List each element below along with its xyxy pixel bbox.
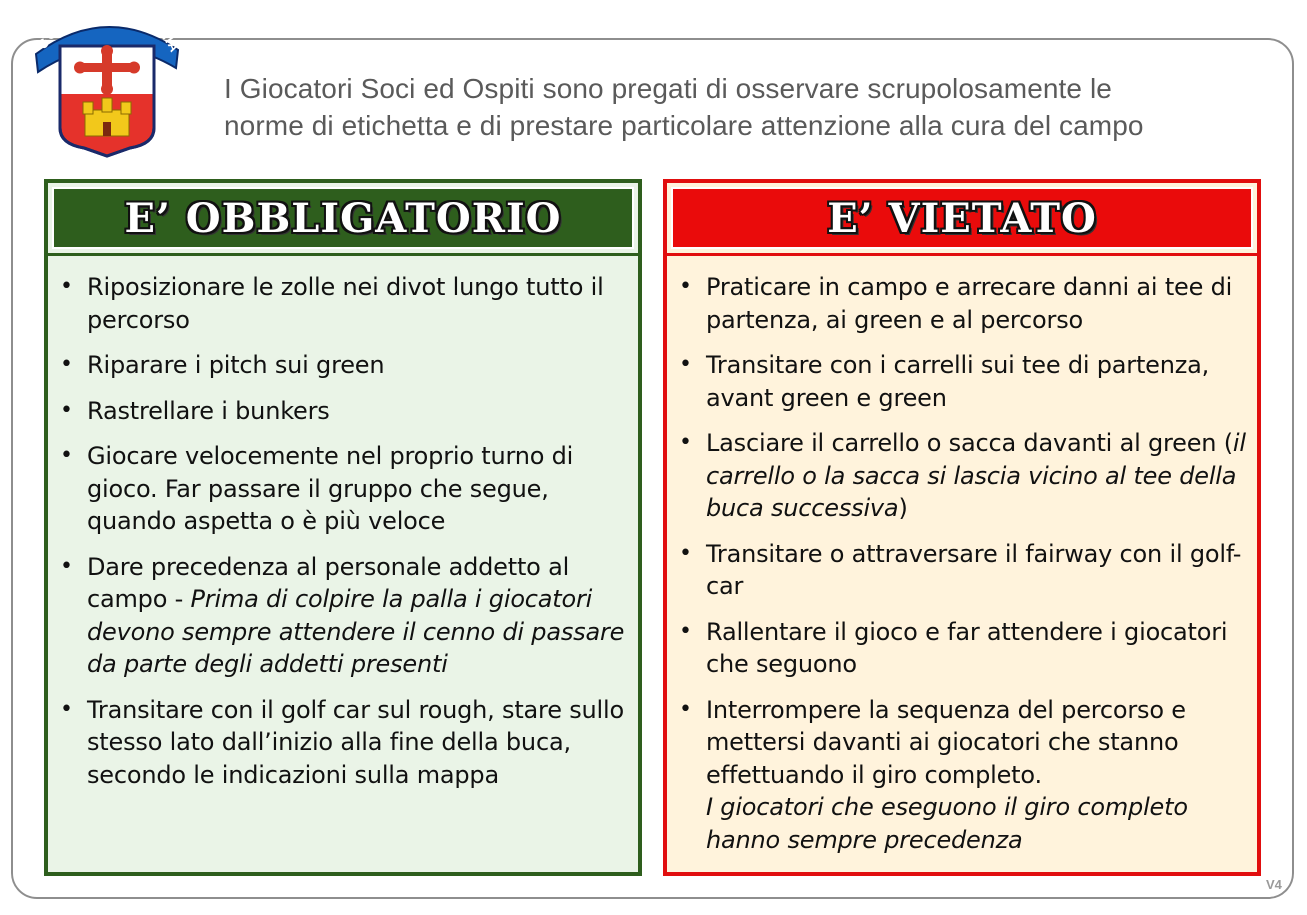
item-text: Transitare o attraversare il fairway con il golf-car <box>706 539 1242 600</box>
item-text: Rallentare il gioco e far attendere i giocatori che seguono <box>706 617 1228 678</box>
obbligatorio-title: E’ OBBLIGATORIO <box>124 194 562 242</box>
bullet-icon: • <box>60 696 73 722</box>
bullet-icon: • <box>60 274 73 299</box>
item-italic-text: I giocatori che eseguono il giro completo hanno sempre precedenza <box>706 793 1188 854</box>
obbligatorio-item <box>58 551 632 681</box>
obbligatorio-panel <box>44 179 642 876</box>
item-text: Riparare i pitch sui green <box>87 351 385 379</box>
intro-line-2: norme di etichetta e di prestare particolare attenzione alla cura del campo <box>224 110 1144 141</box>
obbligatorio-header <box>52 187 634 249</box>
vietato-item <box>677 694 1251 857</box>
item-text: Rastrellare i bunkers <box>87 396 330 425</box>
bullet-icon: • <box>679 696 692 722</box>
bullet-icon: • <box>679 540 692 566</box>
item-text: Riposizionare le zolle nei divot lungo tutto il percorso <box>87 273 604 334</box>
vietato-item <box>677 271 1251 336</box>
item-text: Giocare velocemente nel proprio turno di gioco. Far passare il gruppo che segue, quando aspetta o è più veloce <box>87 442 574 535</box>
obbligatorio-list <box>58 271 632 804</box>
bullet-icon: • <box>679 274 692 299</box>
vietato-header <box>671 187 1253 249</box>
bullet-icon: • <box>60 352 73 377</box>
item-text-end: ) <box>898 494 908 522</box>
item-text: Transitare con il golf car sul rough, stare sullo stesso lato dall’inizio alla fine della buca, secondo le indicazioni sulla mappa <box>87 695 624 789</box>
obbligatorio-item <box>58 271 632 336</box>
item-text: Dare precedenza al personale addetto al campo - <box>87 552 570 613</box>
golf-club-logo <box>30 10 182 160</box>
bullet-icon: • <box>679 430 692 455</box>
vietato-title: E’ VIETATO <box>827 194 1097 242</box>
item-text: Transitare con i carrelli sui tee di partenza, avant green e green <box>706 351 1210 412</box>
vietato-panel <box>663 179 1261 876</box>
item-text: Interrompere la sequenza del percorso e mettersi davanti ai giocatori che stanno effettuando il giro completo. <box>706 695 1186 789</box>
obbligatorio-item <box>58 694 632 792</box>
bullet-icon: • <box>60 553 73 579</box>
vietato-item <box>677 427 1251 525</box>
header-divider <box>48 253 638 256</box>
item-text: Lasciare il carrello o sacca davanti al green ( <box>706 429 1233 457</box>
bullet-icon: • <box>679 618 692 644</box>
bullet-icon: • <box>60 397 73 423</box>
intro-text <box>224 70 1264 144</box>
item-text: Praticare in campo e arrecare danni ai tee di partenza, ai green e al percorso <box>706 273 1233 334</box>
vietato-item <box>677 349 1251 414</box>
vietato-item <box>677 538 1251 603</box>
obbligatorio-item <box>58 395 632 428</box>
vietato-item <box>677 616 1251 681</box>
intro-line-1: I Giocatori Soci ed Ospiti sono pregati di osservare scrupolosamente le <box>224 73 1112 104</box>
obbligatorio-item <box>58 440 632 538</box>
version-label: V4 <box>1266 877 1282 892</box>
bullet-icon: • <box>60 443 73 468</box>
vietato-list <box>677 271 1251 869</box>
obbligatorio-item <box>58 349 632 382</box>
header-divider <box>667 253 1257 256</box>
bullet-icon: • <box>679 352 692 377</box>
item-italic-text: Prima di colpire la palla i giocatori devono sempre attendere il cenno di passare da parte degli addetti presenti <box>87 585 625 678</box>
logo-text: GOLF CLUB TIRRENIA <box>34 10 182 55</box>
item-italic-text: il carrello o la sacca si lascia vicino al tee della buca successiva <box>706 429 1246 522</box>
